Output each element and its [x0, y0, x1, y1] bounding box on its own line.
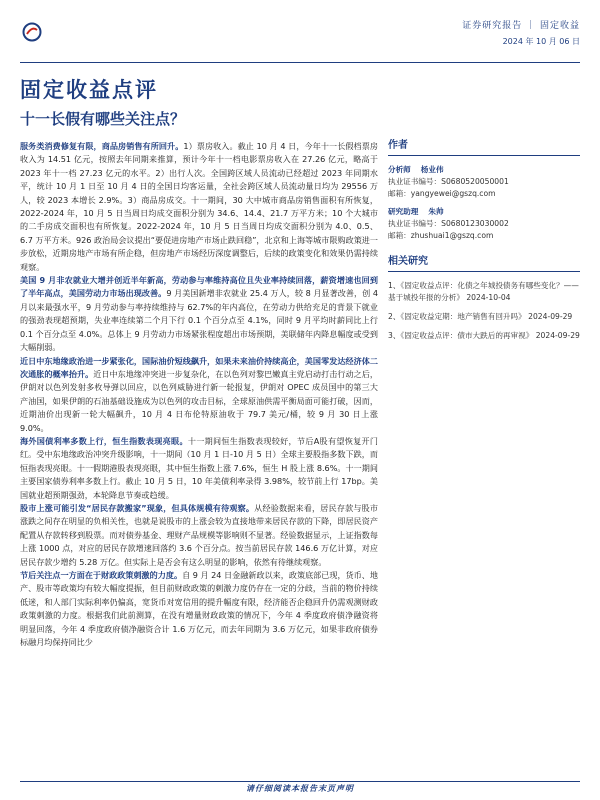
report-category: 证券研究报告 ｜ 固定收益: [462, 21, 580, 31]
paragraph: 股市上涨可能引发“居民存款搬家”现象，但具体规模有待观察。从经验数据来看，居民存款与股市涨跌之间存在明显的负相关性，也就是说股市的上涨会较为直接地带来居民存款的下降，即居民资产配置从存款转移到股票。而对债券基金、理财产品规模等影响则不显著。经验数据显示，上证指数每上涨 1000 点，对应的居民存款增速回落约 3.6 个百分点。按当前居民存款 146.6 万亿计算，对应居民存款少增约 5.28 万亿。但实际上是否会有这么明显的影响，依然有待继续观察。: [20, 502, 378, 567]
related-heading: 相关研究: [388, 256, 580, 272]
author-name: 朱帅: [428, 207, 444, 216]
paragraph: 海外国债利率多数上行，恒生指数表现亮眼。十一期间恒生指数表现较好，节后A股有望恢复开门红。受中东地缘政治冲突升级影响，十一期间（10 月 1 日-10 月 5 日）全球主要股指多数下跌，而恒指表现亮眼。十一假期港股表现亮眼，其中恒生指数上涨 7.6%，恒生 H 股上涨 8.6%。十一期间主要国家债券利率多数上行。截止 10 月 5 日，10 年美债利率录得 3.98%，较节前上行 17bp。美国就业超预期强劲，本轮降息节奏或趋缓。: [20, 435, 378, 500]
sidebar: [388, 140, 580, 349]
footer-disclaimer: 请仔细阅读本报告末页声明: [246, 784, 354, 793]
author-cert: 执业证书编号：S0680123030002: [388, 219, 509, 228]
paragraph: 节后关注点一方面在于财政政策刺激的力度。自 9 月 24 日金融新政以来，政策底部已现，货币、地产、股市等政策均有较大幅度提振，但目前财政政策的刺激力度仍存在一定的分歧，当前的物价持续低迷，和人部门实际利率仍偏高，宽货币对宽信用的提升幅度有限，经济能否企稳回升仍需观测财政政策刺激的力度。根据我们此前测算，在没有增量财政政策的情况下，今年 4 季度政府债净融资将明显回落，今年 4 季度政府债净融资合计 1.6 万亿元，而去年同期为 3.6 万亿元，如果非政府债券标融月均保持同比少: [20, 570, 378, 648]
author-name: 杨业伟: [420, 165, 444, 174]
page-title: 固定收益点评: [20, 78, 158, 102]
author-email: 邮箱：yangyewei@gszq.com: [388, 189, 496, 198]
related-report-link[interactable]: 3、《固定收益点评：债市大跌后的再审视》 2024-09-29: [388, 331, 580, 340]
related-report-link[interactable]: 2、《固定收益定期：地产销售有回升吗》 2024-09-29: [388, 312, 573, 321]
author-cert: 执业证书编号：S0680520050001: [388, 177, 509, 186]
paragraph: 服务类消费修复有限，商品房销售有所回升。1）票房收入。截止 10 月 4 日，今年十一长假档票房收入为 14.51 亿元，按照去年同期来推算，预计今年十一档电影票房收入在 27.26 亿元，略高于 2023 年十一档 27.23 亿元的水平。2）出行人次。全国跨区域人员流动已经超过 2023 年同期水平，统计 10 月 1 日至 10 月 4 日的全国日均客运量，全社会跨区域人员流动量日均为 29556 万人，较 2023 本增长 2.9%。3）商品房成交。十一期间，30 大中城市商品房销售面积有所恢复，2022-2024 年，10 月 5 日当周日均成交面积分别为 34.6、14.4、21.7 万平方米；10 个大城市的二手房成交面积也有所恢复。2022-2024 年，10 月 5 日当周日均成交面积分别为 4.0、0.5、6.7 万平方米。926 政治局会议提出“要促进房地产市场止跌回稳”，北京和上海等城市限购政策进一步放松，近期房地产市场有所企稳，但房地产市场经历深度调整后，后续的政策变化和效果仍需持续观察。: [20, 141, 378, 272]
paragraph: 近日中东地缘政治进一步紧张化，国际油价短线飙升，如果未来油价持续高企，美国零发达经济体二次通胀的概率抬升。近日中东地缘冲突进一步复杂化，在以色列对黎巴嫩真主党启动打击行动之后，伊朗对以色列发射多枚导弹以回应，以色列威胁进行新一轮报复，伊朗对 OPEC 成员国中的第三大产油国，如果伊朗的石油基础设施成为以色列的攻击目标，全球原油供需平衡局面可能打破，因而，近期油价出现新一轮大幅飙升，10 月 4 日布伦特原油收于 79.7 美元/桶，较 9 月 30 日上涨 9.0%。: [20, 355, 378, 433]
report-header: [462, 18, 580, 47]
authors-heading: 作者: [388, 140, 580, 156]
company-logo-icon: [22, 22, 42, 42]
paragraph: 美国 9 月非农就业大增并创近半年新高，劳动参与率维持高位且失业率持续回落，薪资增速也回到了半年高点，美国劳动力市场出现改善。9 月美国新增非农就业 25.4 万人，较 8 月显著改善，创 4 月以来最强水平，9 月劳动参与率持续维持与 62.7%的年内高位，在劳动力供给充足的背景下就业的强劲表现超预期，失业率连续第二个月下行 0.1 个百分点至 4.1%，同时 9 月平均时薪同比上行 0.1 个百分点至 4.0%。总体上 9 月劳动力市场紧张程度超出市场预期，美联储年内降息幅度或受到大幅削弱。: [20, 275, 378, 353]
author-role: 分析师: [388, 165, 411, 174]
page-subtitle: 十一长假有哪些关注点？: [20, 110, 186, 128]
author-role: 研究助理: [388, 207, 419, 216]
footer-divider: [20, 781, 580, 782]
header-divider: [20, 62, 580, 63]
related-report-link[interactable]: 1、《固定收益点评：化债之年城投债务有哪些变化？——基于城投年报的分析》 2024-10-04: [388, 281, 579, 302]
author-card: [388, 164, 580, 200]
report-date: 2024 年 10 月 06 日: [502, 37, 580, 46]
author-email: 邮箱：zhushuai1@gszq.com: [388, 231, 494, 240]
report-body: [20, 140, 378, 770]
author-card: [388, 206, 580, 242]
